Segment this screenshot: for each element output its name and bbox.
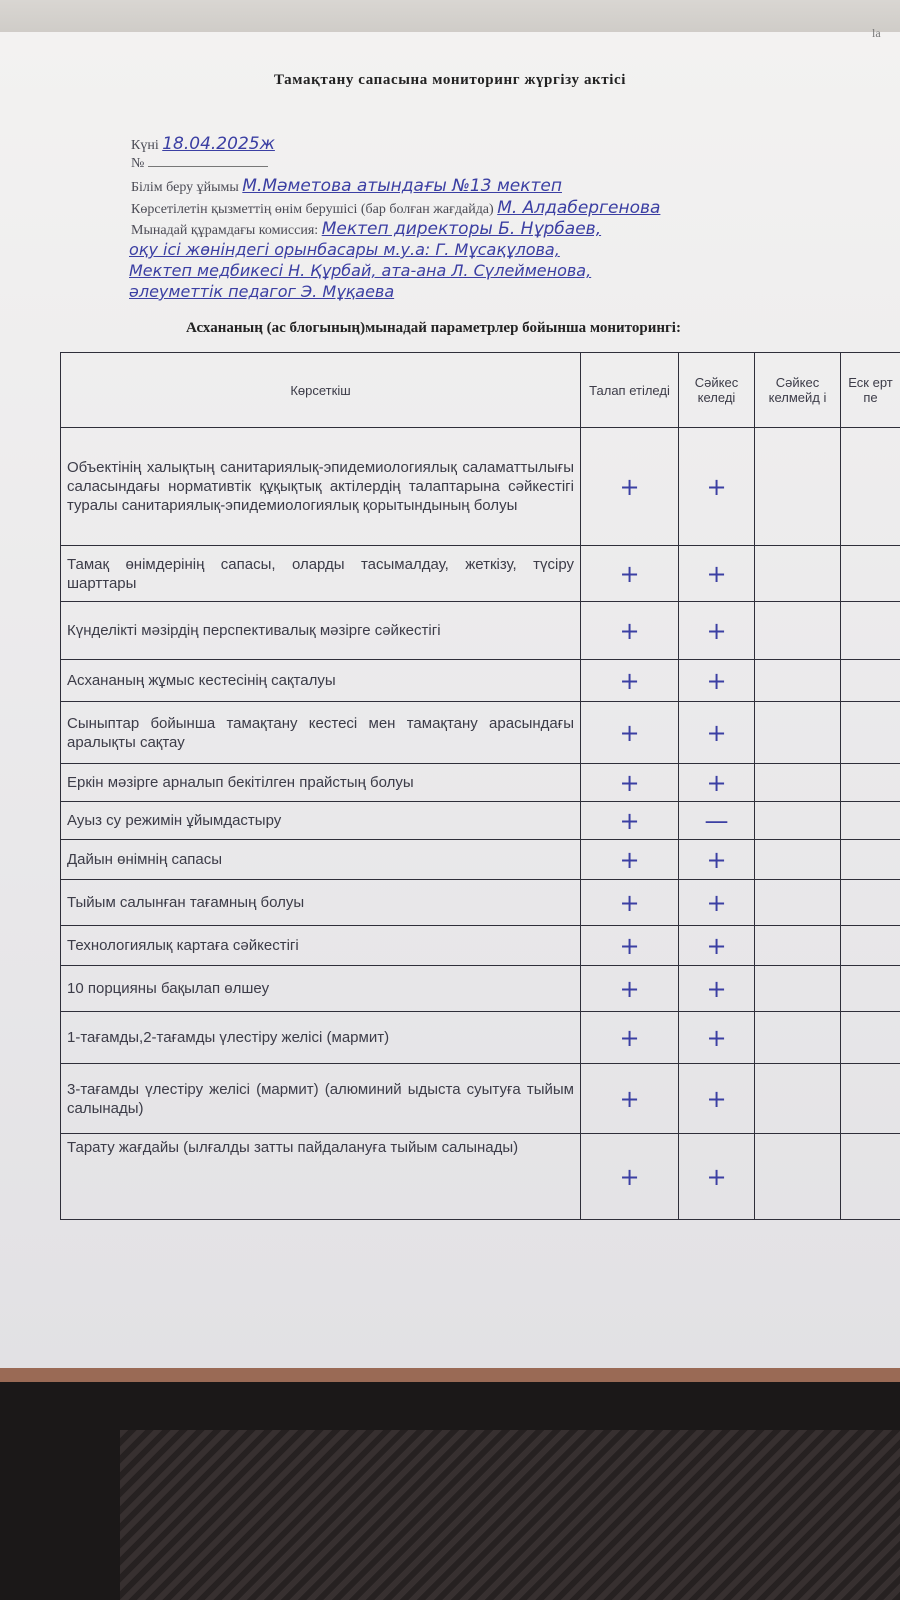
- table-row: [61, 1012, 900, 1064]
- row-compliant-mark: +: [679, 1064, 755, 1134]
- row-required-mark: +: [581, 764, 679, 802]
- row-noncompliant-mark: [755, 966, 841, 1012]
- header-noncompliant: Сәйкес келмейд і: [755, 353, 841, 428]
- row-compliant-mark: +: [679, 546, 755, 602]
- row-compliant-mark: —: [679, 802, 755, 840]
- row-criterion: 1-тағамды,2-тағамды үлестіру желісі (мармит): [61, 1012, 581, 1064]
- row-criterion: Сыныптар бойынша тамақтану кестесі мен тамақтану арасындағы аралықты сақтау: [61, 702, 581, 764]
- provider-value: М. Алдабергенова: [497, 198, 661, 218]
- row-note: [841, 926, 900, 966]
- header-compliant: Сәйкес келеді: [679, 353, 755, 428]
- row-criterion: Объектінің халықтың санитариялық-эпидемиологиялық саламаттылығы саласындағы нормативтік құқықтық актілердің талаптарына сәйкестігі туралы санитариялық-эпидемиологиялық қорытындының болуы: [61, 428, 581, 546]
- row-noncompliant-mark: [755, 660, 841, 702]
- row-noncompliant-mark: [755, 764, 841, 802]
- row-noncompliant-mark: [755, 840, 841, 880]
- row-criterion: Ауыз су режимін ұйымдастыру: [61, 802, 581, 840]
- row-note: [841, 802, 900, 840]
- date-label: Күні: [131, 138, 159, 153]
- row-note: [841, 1064, 900, 1134]
- row-compliant-mark: +: [679, 880, 755, 926]
- commission-line-3: Мектеп медбикесі Н. Құрбай, ата-ана Л. Сүлейменова,: [129, 261, 592, 280]
- commission-line-1: Мектеп директоры Б. Нұрбаев,: [321, 219, 602, 239]
- row-criterion: Күнделікті мәзірдің перспективалық мәзірге сәйкестігі: [61, 602, 581, 660]
- row-compliant-mark: +: [679, 1134, 755, 1220]
- table-row: [61, 428, 900, 546]
- row-noncompliant-mark: [755, 1064, 841, 1134]
- background-fabric: [120, 1430, 900, 1600]
- table-row: [61, 926, 900, 966]
- row-criterion: Дайын өнімнің сапасы: [61, 840, 581, 880]
- monitoring-table: [60, 352, 900, 1220]
- table-row: [61, 764, 900, 802]
- row-compliant-mark: +: [679, 1012, 755, 1064]
- organization-row: [131, 176, 562, 196]
- header-required: Талап етіледі: [581, 353, 679, 428]
- table-row: [61, 546, 900, 602]
- row-required-mark: +: [581, 802, 679, 840]
- row-required-mark: +: [581, 926, 679, 966]
- table-row: [61, 802, 900, 840]
- row-note: [841, 764, 900, 802]
- row-noncompliant-mark: [755, 926, 841, 966]
- row-compliant-mark: +: [679, 702, 755, 764]
- row-noncompliant-mark: [755, 602, 841, 660]
- row-note: [841, 602, 900, 660]
- document-title: Тамақтану сапасына мониторинг жүргізу актісі: [273, 72, 627, 88]
- table-row: [61, 880, 900, 926]
- row-compliant-mark: +: [679, 428, 755, 546]
- row-noncompliant-mark: [755, 546, 841, 602]
- row-criterion: Тамақ өнімдерінің сапасы, оларды тасымалдау, жеткізу, түсіру шарттары: [61, 546, 581, 602]
- commission-line-2: оқу ісі жөніндегі орынбасары м.у.а: Г. Мұсақұлова,: [129, 240, 560, 259]
- row-note: [841, 702, 900, 764]
- table-row: [61, 1064, 900, 1134]
- table-header-row: [61, 353, 900, 428]
- row-note: [841, 966, 900, 1012]
- row-required-mark: +: [581, 660, 679, 702]
- desk-edge: [0, 1366, 900, 1382]
- number-label: №: [131, 156, 145, 171]
- row-noncompliant-mark: [755, 702, 841, 764]
- row-compliant-mark: +: [679, 966, 755, 1012]
- row-criterion: Еркін мәзірге арналып бекітілген прайстың болуы: [61, 764, 581, 802]
- row-note: [841, 660, 900, 702]
- row-noncompliant-mark: [755, 802, 841, 840]
- commission-line-4: әлеуметтік педагог Э. Мұқаева: [129, 282, 395, 301]
- row-required-mark: +: [581, 1134, 679, 1220]
- row-compliant-mark: +: [679, 602, 755, 660]
- header-note: Еск ерт пе: [841, 353, 900, 428]
- row-criterion: Асхананың жұмыс кестесінің сақталуы: [61, 660, 581, 702]
- table-row: [61, 602, 900, 660]
- header-indicator: Көрсеткіш: [61, 353, 581, 428]
- commission-row: [131, 219, 601, 239]
- row-noncompliant-mark: [755, 1012, 841, 1064]
- section-title: Асхананың (ас блогының)мынадай параметрлер бойынша мониторингі:: [186, 320, 681, 336]
- row-note: [841, 880, 900, 926]
- table-row: [61, 966, 900, 1012]
- row-note: [841, 1012, 900, 1064]
- organization-label: Білім беру ұйымы: [131, 180, 239, 195]
- row-compliant-mark: +: [679, 660, 755, 702]
- row-required-mark: +: [581, 428, 679, 546]
- provider-row: [131, 198, 660, 218]
- row-noncompliant-mark: [755, 428, 841, 546]
- row-required-mark: +: [581, 966, 679, 1012]
- row-noncompliant-mark: [755, 880, 841, 926]
- row-criterion: Технологиялық картаға сәйкестігі: [61, 926, 581, 966]
- date-value: 18.04.2025ж: [162, 134, 275, 154]
- row-compliant-mark: +: [679, 840, 755, 880]
- table-row: [61, 660, 900, 702]
- commission-label: Мынадай құрамдағы комиссия:: [131, 223, 319, 238]
- date-row: [131, 134, 275, 154]
- organization-value: М.Мәметова атындағы №13 мектеп: [242, 176, 562, 196]
- row-noncompliant-mark: [755, 1134, 841, 1220]
- row-criterion: Тарату жағдайы (ылғалды затты пайдалануға тыйым салынады): [61, 1134, 581, 1220]
- row-note: [841, 428, 900, 546]
- row-required-mark: +: [581, 602, 679, 660]
- row-criterion: 3-тағамды үлестіру желісі (мармит) (алюминий ыдыста суытуға тыйым салынады): [61, 1064, 581, 1134]
- row-note: [841, 546, 900, 602]
- row-note: [841, 1134, 900, 1220]
- provider-label: Көрсетілетін қызметтің өнім берушісі (бар болған жағдайда): [131, 202, 494, 217]
- table-row: [61, 1134, 900, 1220]
- number-row: [131, 156, 268, 172]
- table-row: [61, 702, 900, 764]
- row-note: [841, 840, 900, 880]
- row-required-mark: +: [581, 1012, 679, 1064]
- row-criterion: 10 порцияны бақылап өлшеу: [61, 966, 581, 1012]
- row-required-mark: +: [581, 840, 679, 880]
- row-required-mark: +: [581, 880, 679, 926]
- corner-mark: la: [872, 26, 881, 40]
- table-row: [61, 840, 900, 880]
- row-compliant-mark: +: [679, 764, 755, 802]
- row-required-mark: +: [581, 1064, 679, 1134]
- row-criterion: Тыйым салынған тағамның болуы: [61, 880, 581, 926]
- row-required-mark: +: [581, 702, 679, 764]
- row-compliant-mark: +: [679, 926, 755, 966]
- row-required-mark: +: [581, 546, 679, 602]
